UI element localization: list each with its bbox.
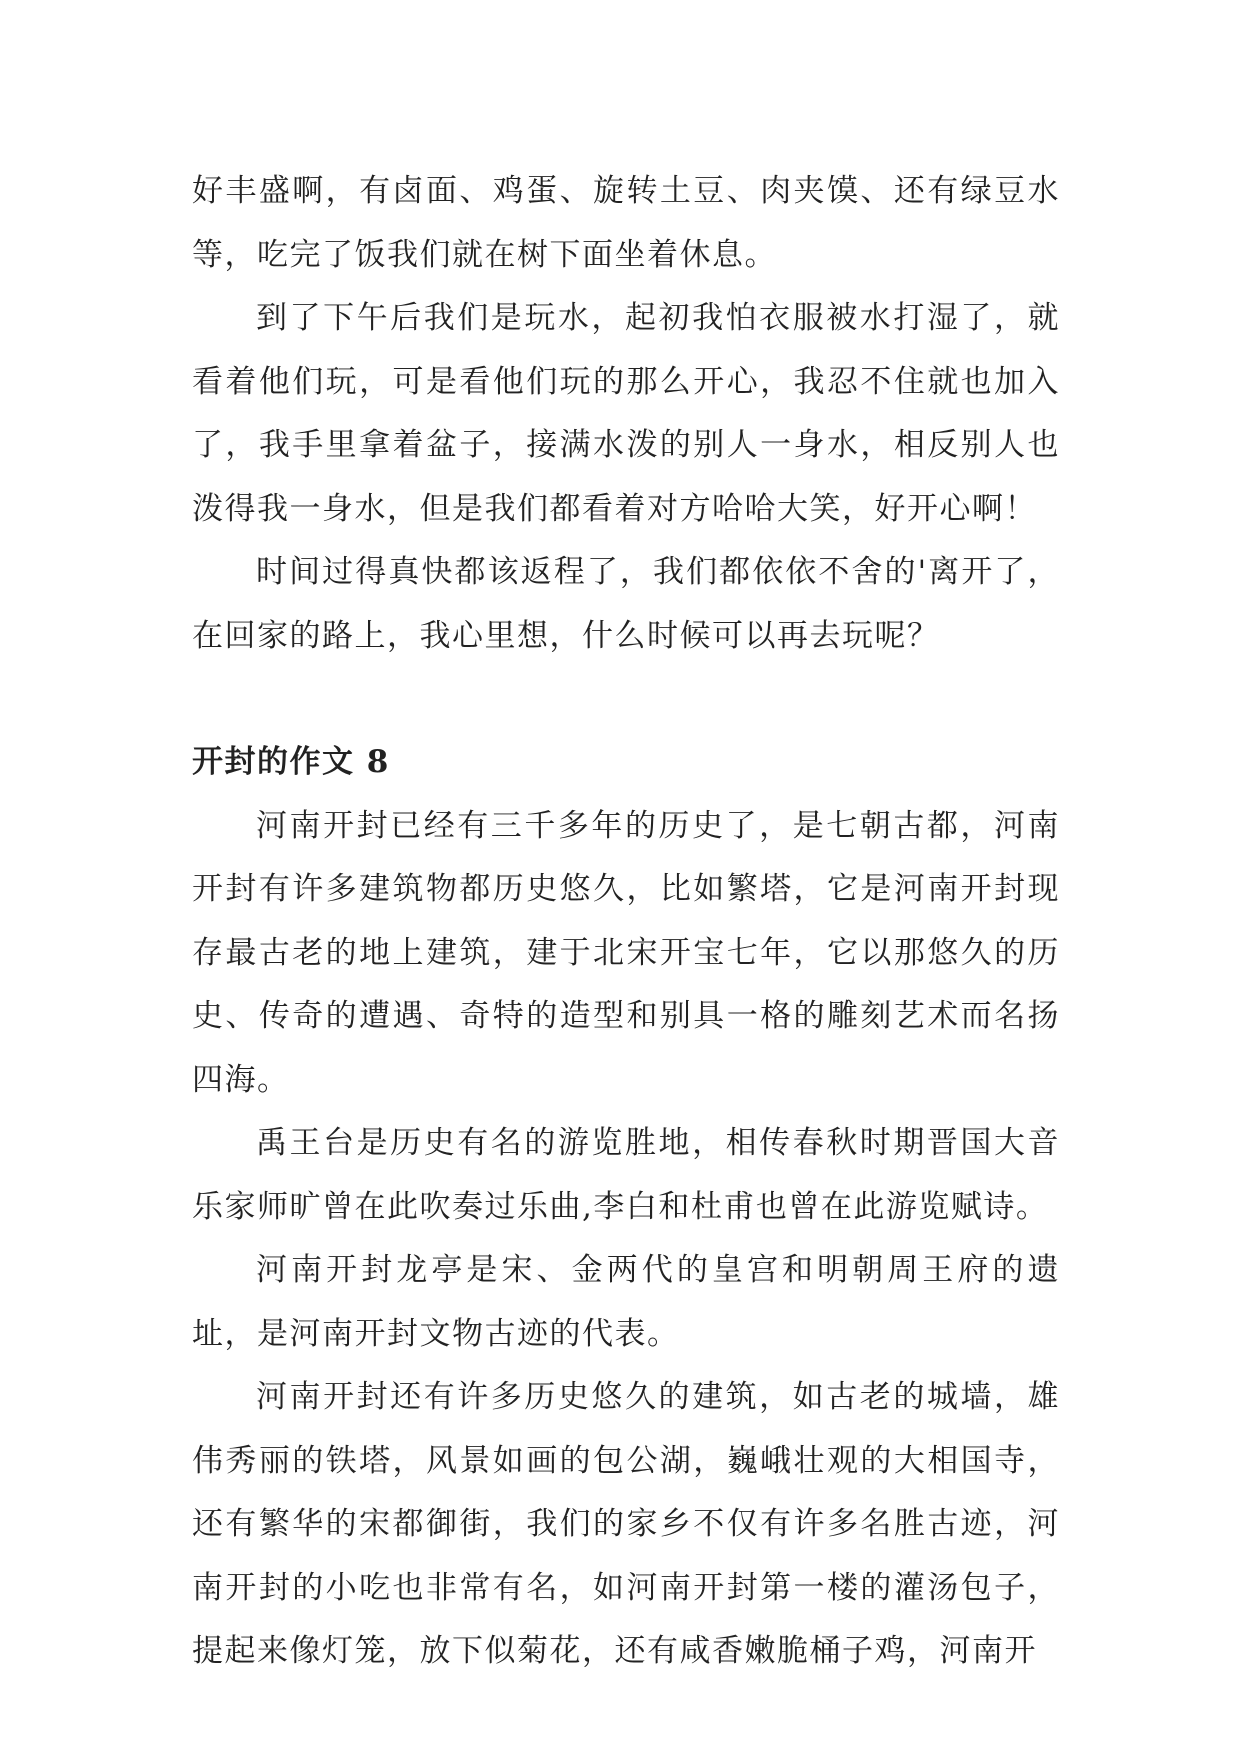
- paragraph: 到了下午后我们是玩水，起初我怕衣服被水打湿了，就看着他们玩，可是看他们玩的那么开心，我忍不住就也加入了，我手里拿着盆子，接满水泼的别人一身水，相反别人也泼得我一身水，但是我们都看着对方哈哈大笑，好开心啊！: [192, 300, 1060, 527]
- section-title: 开封的作文 8: [192, 744, 390, 780]
- paragraph-continued: 好丰盛啊，有卤面、鸡蛋、旋转土豆、肉夹馍、还有绿豆水等，吃完了饭我们就在树下面坐着休息。: [192, 173, 1060, 273]
- paragraph: 河南开封还有许多历史悠久的建筑，如古老的城墙，雄伟秀丽的铁塔，风景如画的包公湖，巍峨壮观的大相国寺，还有繁华的宋都御街，我们的家乡不仅有许多名胜古迹，河南开封的小吃也非常有名，如河南开封第一楼的灌汤包子，提起来像灯笼，放下似菊花，还有咸香嫩脆桶子鸡，河南开: [192, 1379, 1060, 1669]
- paragraph: 时间过得真快都该返程了，我们都依依不舍的'离开了，在回家的路上，我心里想，什么时候可以再去玩呢？: [192, 554, 1060, 654]
- paragraph: 河南开封龙亭是宋、金两代的皇宫和明朝周王府的遗址，是河南开封文物古迹的代表。: [192, 1252, 1060, 1352]
- paragraph: 禹王台是历史有名的游览胜地，相传春秋时期晋国大音乐家师旷曾在此吹奏过乐曲,李白和杜甫也曾在此游览赋诗。: [192, 1125, 1060, 1225]
- document-body: [192, 160, 1060, 1684]
- paragraph: 河南开封已经有三千多年的历史了，是七朝古都，河南开封有许多建筑物都历史悠久，比如繁塔，它是河南开封现存最古老的地上建筑，建于北宋开宝七年，它以那悠久的历史、传奇的遭遇、奇特的造型和别具一格的雕刻艺术而名扬四海。: [192, 807, 1060, 1098]
